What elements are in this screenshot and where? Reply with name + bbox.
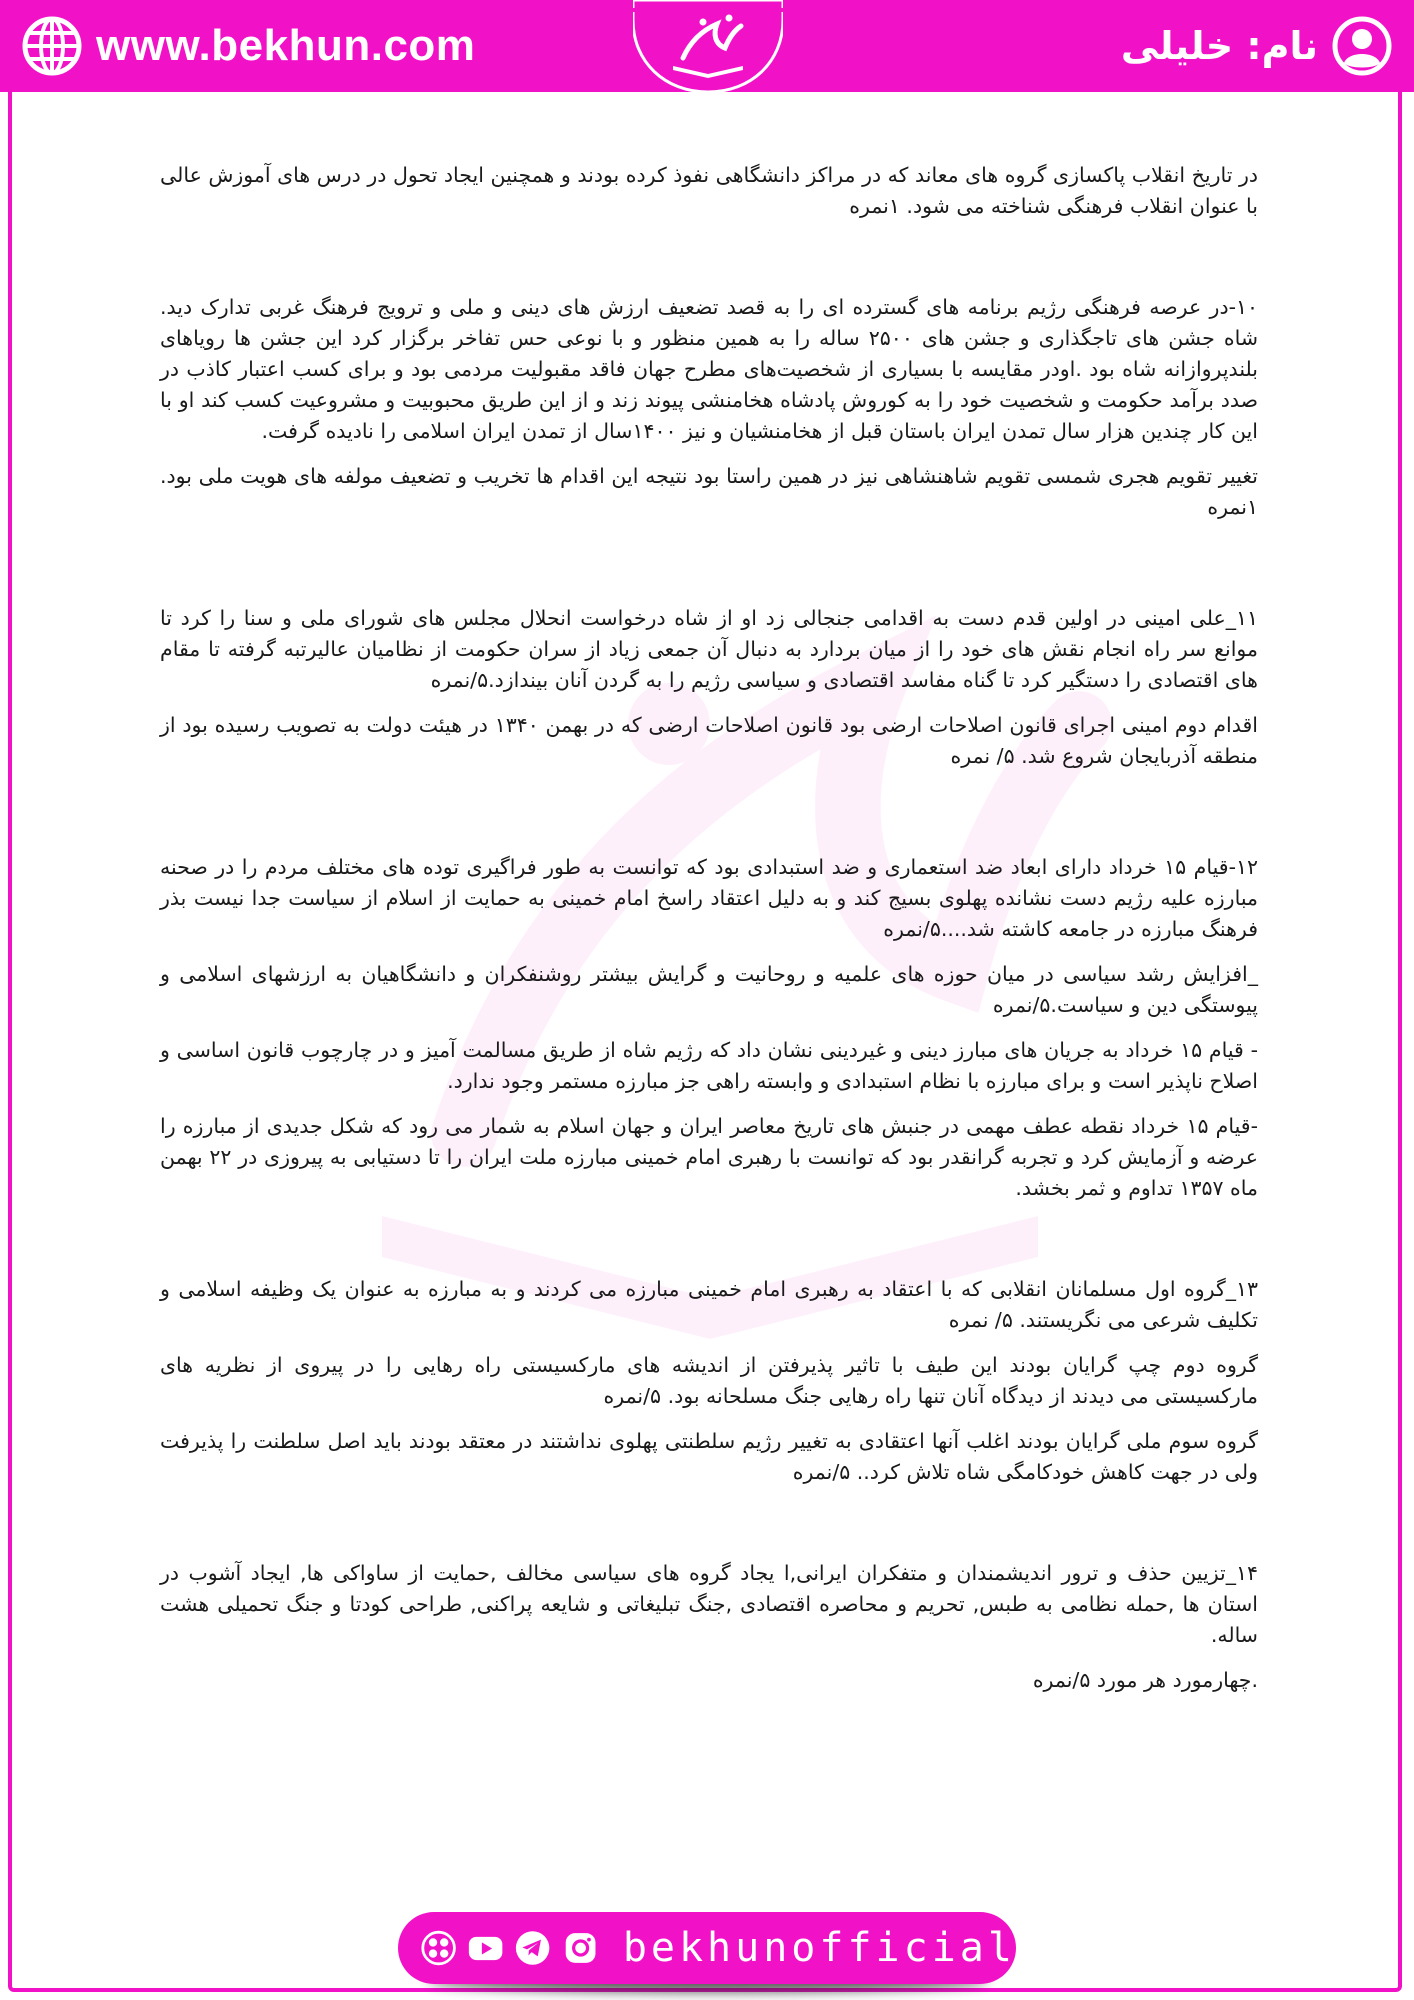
telegram-icon[interactable] [514, 1928, 551, 1968]
spacer [160, 786, 1258, 852]
answer-13-part-2: گروه دوم چپ گرایان بودند این طیف با تاثیر پذیرفتن از اندیشه های مارکسیستی راه رهایی را در پیروی از نظریه های مارکسیستی می دیدند از دیدگاه آنان تنها راه رهایی جنگ مسلحانه بود. ۵/نمره [160, 1353, 1258, 1408]
answer-12-part-2: _افزایش رشد سیاسی در میان حوزه های علمیه و روحانیت و گرایش بیشتر روشنفکران و دانشگاهیان به ارزشهای اسلامی و پیوستگی دین و سیاست.۵/نمره [160, 962, 1258, 1017]
answer-11-part-2: اقدام دوم امینی اجرای قانون اصلاحات ارضی بود قانون اصلاحات ارضی که در بهمن ۱۳۴۰ در هیئت دولت به تصویب رسیده بود از منطقه آذربایجان شروع شد. ۵/ نمره [160, 713, 1258, 768]
spacer [160, 537, 1258, 603]
name-label: نام: خلیلی [1120, 24, 1318, 68]
spacer [160, 1502, 1258, 1558]
answer-14-part-1: ۱۴_تزیین حذف و ترور اندیشمندان و متفکران ایرانی,ا یجاد گروه های سیاسی مخالف ,حمایت از ساواکی ها, ایجاد آشوب در استان ها ,حمله نظامی به طبس, تحریم و محاصره اقتصادی ,جنگ تبلیغاتی و شایعه پراکنی, طراحی کودتا و جنگ تحمیلی هشت ساله. [160, 1561, 1258, 1647]
aparat-icon[interactable] [420, 1928, 457, 1968]
site-url[interactable]: www.bekhun.com [96, 21, 476, 70]
social-bar [398, 1912, 1016, 1984]
answer-10-part-2: تغییر تقویم هجری شمسی تقویم شاهنشاهی نیز در همین راستا بود نتیجه این اقدام ها تخریب و تضعیف مولفه های هویت ملی بود. ۱نمره [160, 464, 1258, 519]
answer-12-part-3: - قیام ۱۵ خرداد به جریان های مبارز دینی و غیردینی نشان داد که رژیم شاه از طریق مسالمت آمیز و در چارچوب قانون اساسی و اصلاح ناپذیر است و برای مبارزه با نظام استبدادی و وابسته راهی جز مبارزه مستمر وجود ندارد. [160, 1038, 1258, 1093]
answer-12-part-4: -قیام ۱۵ خرداد نقطه عطف مهمی در جنبش های تاریخ معاصر ایران و جهان اسلام به شمار می رود که شکل جدیدی از مبارزه را عرضه و آزمایش کرد و تجربه گرانقدر بود که توانست با رهبری امام خمینی مبارزه ملت ایران را تا دستیابی به پیروزی در ۲۲ بهمن ماه ۱۳۵۷ تداوم و ثمر بخشد. [160, 1114, 1258, 1200]
answer-13-part-1: ۱۳_گروه اول مسلمانان انقلابی که با اعتقاد به رهبری امام خمینی مبارزه می کردند و به مبارزه به عنوان یک وظیفه اسلامی و تکلیف شرعی می نگریستند. ۵/ نمره [160, 1277, 1258, 1332]
spacer [160, 1218, 1258, 1274]
youtube-icon[interactable] [467, 1928, 504, 1968]
answer-10-part-1: ۱۰-در عرصه فرهنگی رژیم برنامه های گسترده ای را به قصد تضعیف ارزش های دینی و ملی و ترویج فرهنگ غربی تدارک دید. شاه جشن های تاجگذاری و جشن های ۲۵۰۰ ساله را به همین منظور و با نوعی حس تفاخر برگزار کرد این جشن ها رویاهای بلندپروازانه شاه بود .اودر مقایسه با بسیاری از شخصیت‌های مطرح جهان فاقد مقبولیت مردمی بود و برای کسب اعتبار کاذب در صدد برآمد حکومت و شخصیت خود را به کوروش پادشاه هخامنشی پیوند زند و از این طریق محبوبیت و مشروعیت کسب کند او با این کار چندین هزار سال تمدن ایران باستان قبل از هخامنشیان و نیز ۱۴۰۰سال از تمدن ایران اسلامی را نادیده گرفت. [160, 295, 1258, 443]
answer-13-part-3: گروه سوم ملی گرایان بودند اغلب آنها اعتقادی به تغییر رژیم سلطنتی پهلوی نداشتند در معتقد بودند باید اصل سلطنت را پذیرفت ولی در جهت کاهش خودکامگی شاه تلاش کرد.. ۵/نمره [160, 1429, 1258, 1484]
social-handle[interactable]: bekhunofficial [622, 1925, 1016, 1971]
document-body [160, 160, 1258, 1710]
spacer [160, 236, 1258, 292]
instagram-icon[interactable] [562, 1928, 599, 1968]
page-footer [398, 1912, 1016, 1984]
answer-11-part-1: ۱۱_علی امینی در اولین قدم دست به اقدامی جنجالی زد او از شاه درخواست انحلال مجلس های شورای ملی و سنا را کرد تا موانع سر راه انجام نقش های خود را از میان بردارد به دنبال آن جمعی زیاد از سران حکومت از نظامیان عالیرتبه گرفته تا مقام های اقتصادی را دستگیر کرد تا گناه مفاسد اقتصادی و سیاسی رژیم را به گردن آنان بیندازد.۵/نمره [160, 606, 1258, 692]
answer-intro: در تاریخ انقلاب پاکسازی گروه های معاند که در مراکز دانشگاهی نفوذ کرده بودند و همچنین ایجاد تحول در درس های آموزش عالی با عنوان انقلاب فرهنگی شناخته می شود. ۱نمره [160, 163, 1258, 218]
answer-12-part-1: ۱۲-قیام ۱۵ خرداد دارای ابعاد ضد استعماری و ضد استبدادی بود که توانست به طور فراگیری توده های مختلف مردم را در صحنه مبارزه علیه رژیم دست نشانده پهلوی بسیج کند و به دلیل اعتقاد راسخ امام خمینی به حمایت از اسلام از سیاست جدا نیست بذر فرهنگ مبارزه در جامعه کاشته شد....۵/نمره [160, 855, 1259, 941]
answer-14-part-2: .چهارمورد هر مورد ۵/نمره [1032, 1668, 1258, 1692]
